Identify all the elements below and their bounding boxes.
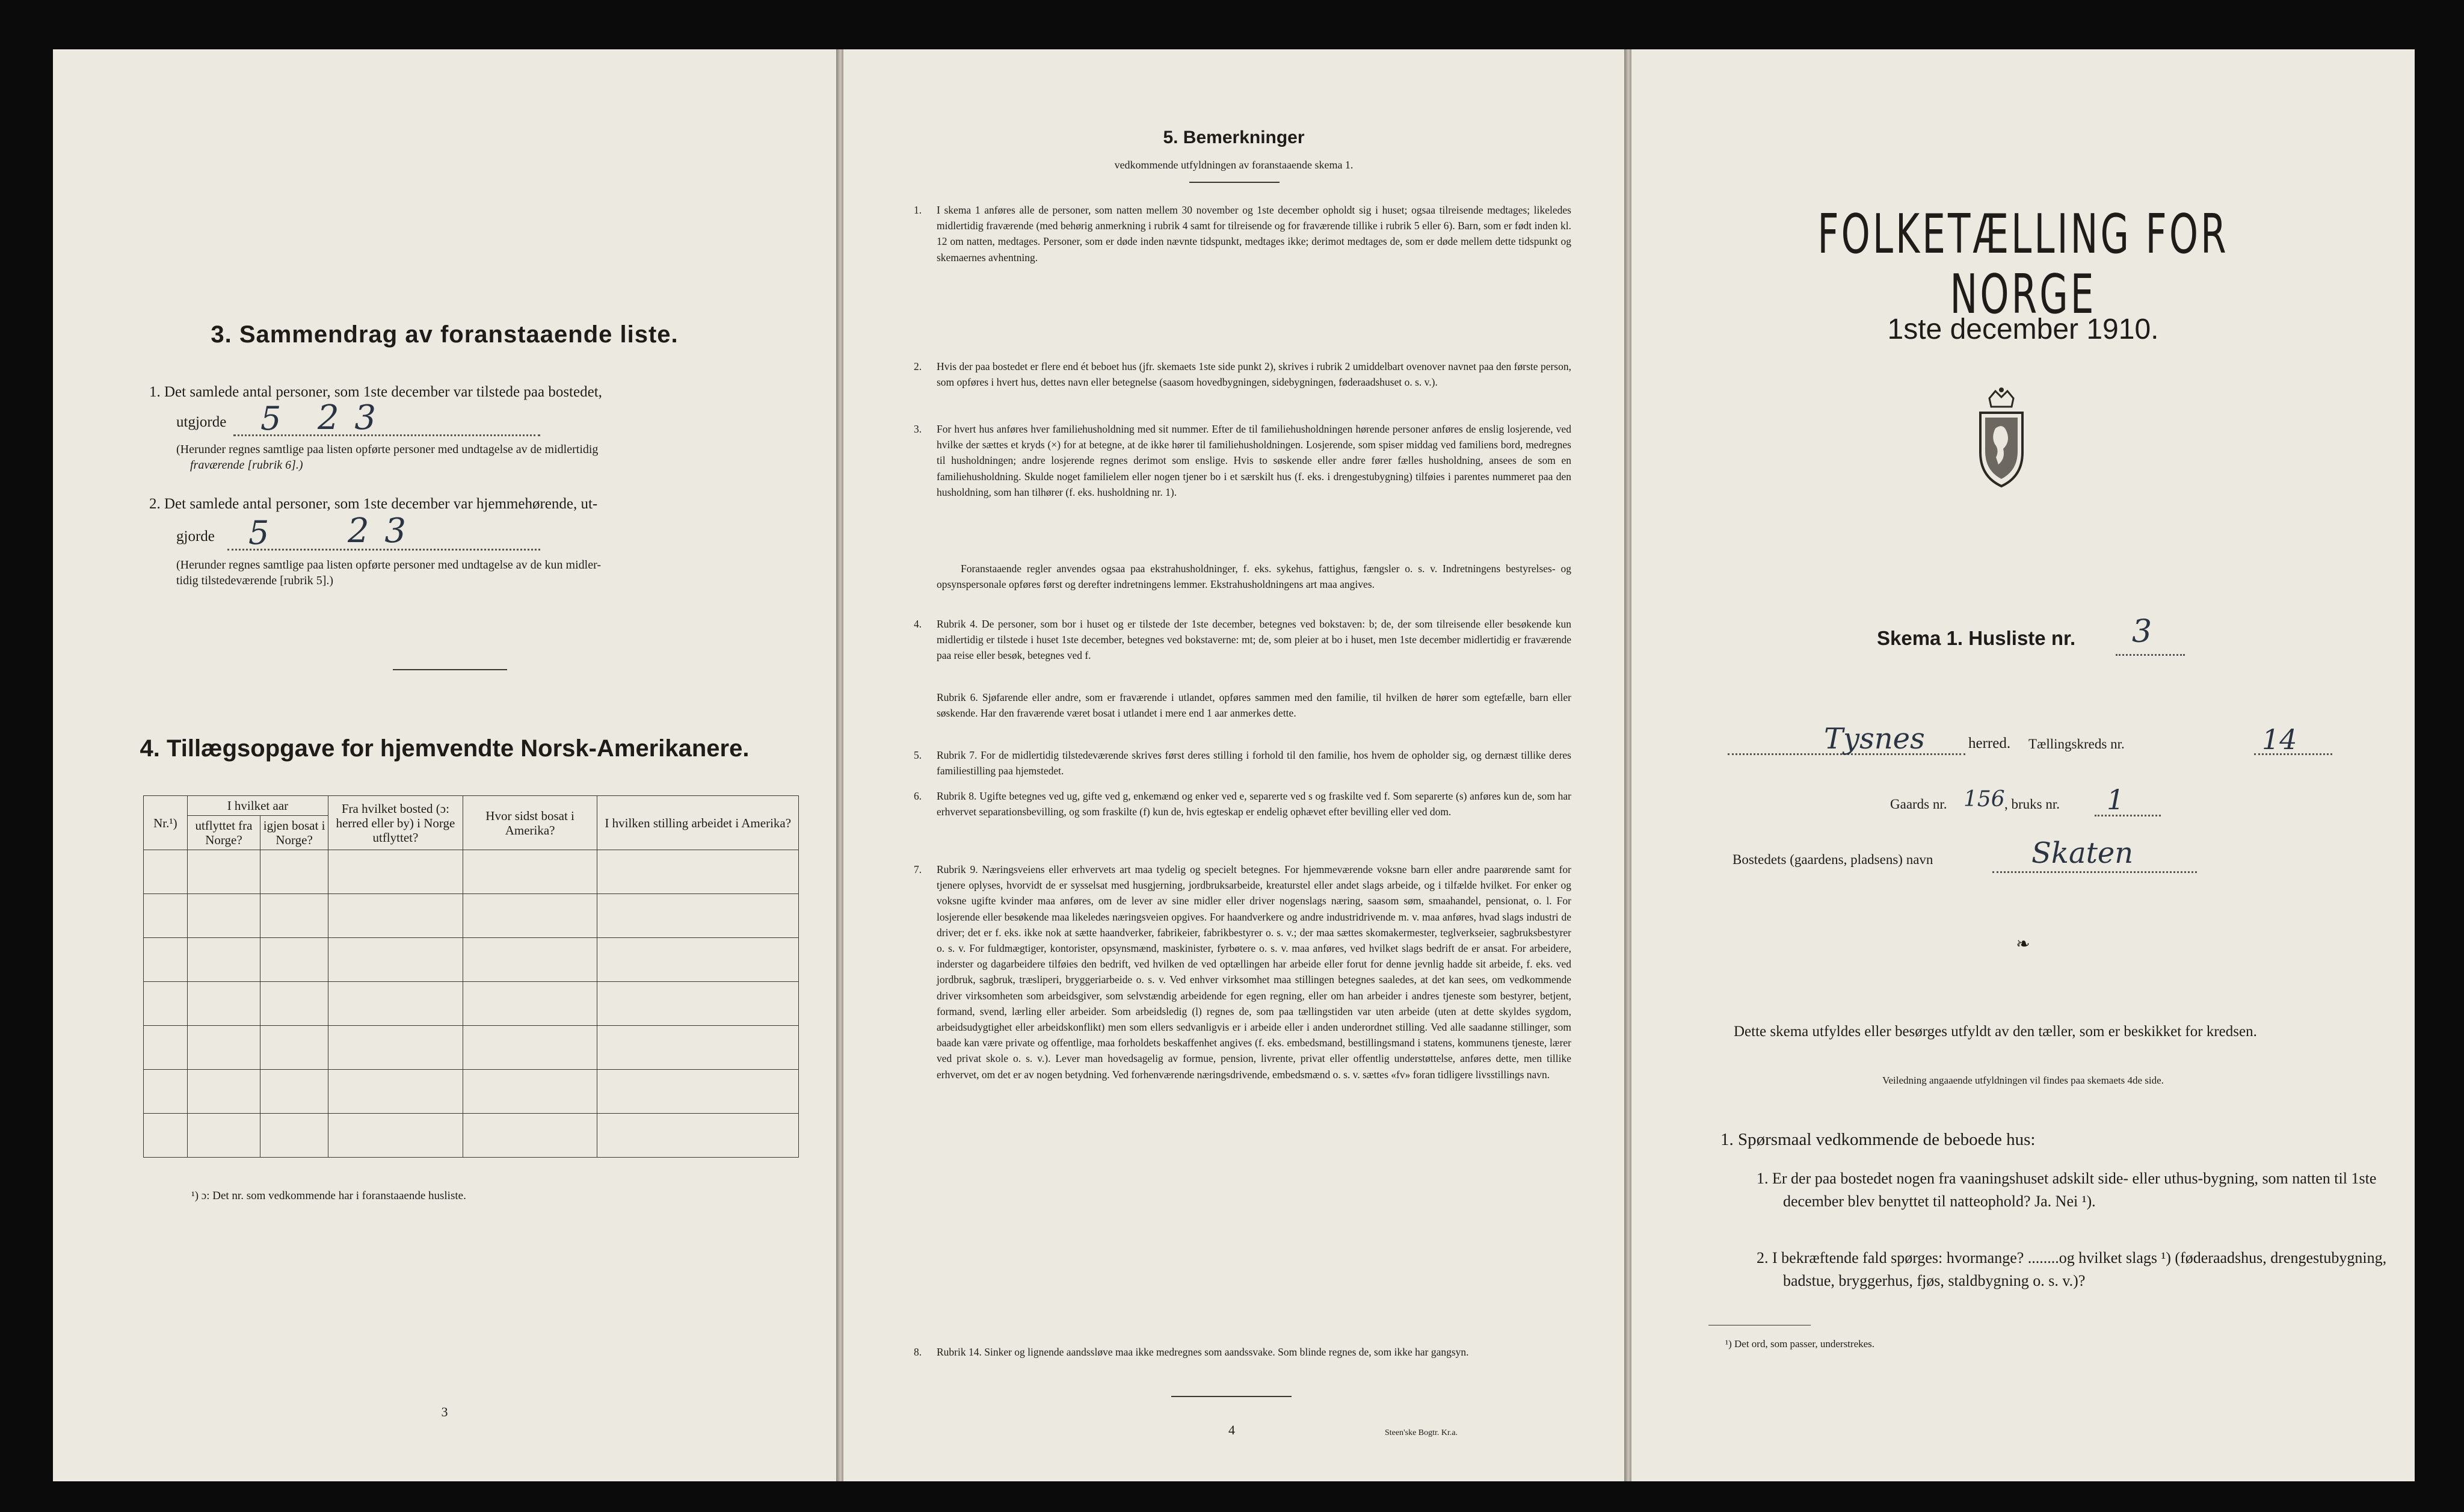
kreds-dotted (2254, 753, 2332, 755)
col-bosat-header: igjen bosat i Norge? (260, 816, 328, 850)
col-amerika-header: Hvor sidst bosat i Amerika? (463, 796, 597, 850)
remark-3: 3. For hvert hus anføres hver familiehusholdning med sit nummer. Efter de til familiehusholdningen hørende personer anføres de enslig losjerende, ved hvilke der sættes et kryds (×) for at betegne, at de ikke hører til familiehusholdningen. Losjerende, som spiser middag ved familiens bord, medregnes til husholdningen; andre losjerende regnes derimot som enslige. Hvis to søskende eller andre fører fælles husholdning, ansees de som en familiehusholdning. Skulde noget familielem eller nogen tjener bo i et særskilt hus (f. eks. i drengestubygning) tilføies i parentes nummeret paa den husholdning, som han tilhører (f. eks. husholdning nr. 1). (914, 423, 1571, 498)
remark-7: 7. Rubrik 9. Næringsveiens eller erhvervets art maa tydelig og specielt betegnes. For hjemmeværende voksne barn eller andre paarørende samt for tjenere oplyses, hvorvidt de er sysselsat med husgjerning, jordbruksarbeide, kreaturstel eller andet slags arbeide, og i tilfælde hvilket. For enker og voksne ugifte kvinder maa anføres, om de lever av sine midler eller driver nogenslags næring, saasom søm, smaahandel, pensionat, o. l. For losjerende eller besøkende maa likeledes næringsveien opgives. For haandverkere og andre industridrivende m. v. maa anføres, hvad slags industri de driver; det er f. eks. ikke nok at sætte haandverker, fabrikeier, fabrikbestyrer o. s. v.; der maa sættes skomakermester, teglverkseier, sagbruksbestyrer o. s. v. For fuldmægtiger, kontorister, opsynsmænd, maskinister, fyrbøtere o. s. v. maa anføres, ved hvilket slags bedrift de er ansat. For arbeidere, inderster og dagarbeidere tilføies den bedrift, ved hvilken de ved optællingen har arbeide eller forut for denne jevnlig hadde sit arbeide, f. eks. ved jordbruk, sagbruk, træsliperi, bryggeriarbeide o. s. v. Ved enhver virksomhet maa stillingen betegnes saaledes, at det kan sees, om vedkommende driver virksomheten som arbeidsgiver, som selvstændig arbeidende for egen regning, eller om han arbeider i andres tjeneste som bestyrer, betjent, formand, svend, lærling eller arbeider. Som arbeidsledig (l) regnes de, som paa tællingstiden var uten arbeide (uten at dette skyldes sygdom, arbeidsudygtighet eller arbeidskonflikt) men som ellers sedvanligvis er i arbeide eller i anden underordnet stilling. Ved alle saadanne stillinger, som baade kan være private og offentlige, maa forholdets beskaffenhet angives (f. eks. embedsmand, bestillingsmand i statens, kommunens tjeneste, lærer ved privat skole o. s. v.). Lever man hovedsagelig av formue, pension, livrente, privat eller offentlig understøttelse, anføres dette, men tillike erhvervet, om det er av nogen betydning. Ved forhenværende næringsdrivende, embedsmænd o. s. v. sættes «fv» foran tidligere livsstillings navn. (914, 863, 1571, 1081)
col-aar-header: I hvilket aar (187, 796, 328, 816)
table-footnote: ¹) ɔ: Det nr. som vedkommende har i foranstaaende husliste. (191, 1190, 466, 1202)
item2-dotted-line (227, 549, 540, 551)
husliste-nr: 3 (2132, 614, 2152, 650)
remark-4-rubrik6: Rubrik 6. Sjøfarende eller andre, som er fraværende i utlandet, opføres sammen med den familie, til hvilken de hører som egtefælle, barn eller søskende. Har den fraværende været bosat i utlandet i mere end 1 aar anmerkes dette. (937, 691, 1571, 720)
question-title: 1. Spørsmaal vedkommende de beboede hus: (1720, 1130, 2036, 1149)
col-utflyttet-header: utflyttet fra Norge? (187, 816, 260, 850)
norsk-amerikaner-table (143, 795, 799, 1158)
item1-text: 1. Det samlede antal personer, som 1ste december var tilstede paa bostedet, (149, 384, 602, 400)
item2-prefix: gjorde (176, 528, 215, 545)
item1-prefix: utgjorde (176, 414, 227, 430)
gaards-label: Gaards nr. (1890, 797, 1947, 812)
remark-3-continued: Foranstaaende regler anvendes ogsaa paa ekstrahusholdninger, f. eks. sykehus, fattighus, fængsler o. s. v. Indretningens bestyrelses- og opsynspersonale opføres først og derefter indretningens lemmer. Ekstrahusholdningens art maa angives. (937, 563, 1571, 591)
bruks-value: 1 (2107, 783, 2125, 816)
left-page (53, 49, 836, 1481)
remarks-title: 5. Bemerkninger (1163, 128, 1305, 147)
bruks-label: , bruks nr. (2004, 797, 2060, 812)
ornament: ❧ (2016, 935, 2030, 954)
census-date: 1ste december 1910. (1887, 313, 2159, 345)
coat-of-arms (1968, 386, 2034, 489)
divider (1189, 182, 1280, 183)
item2-hand-detail: 2 3 (348, 511, 409, 551)
item1-note-line1: (Herunder regnes samtlige paa listen opførte personer med undtagelse av de midlertidig (176, 443, 599, 456)
right-footnote: ¹) Det ord, som passer, understrekes. (1725, 1338, 1875, 1350)
item2-text: 2. Det samlede antal personer, som 1ste december var hjemmehørende, ut- (149, 496, 598, 512)
divider (1171, 1396, 1292, 1397)
remark-2: 2. Hvis der paa bostedet er flere end ét beboet hus (jfr. skemaets 1ste side punkt 2), skrives i rubrik 2 umiddelbart ovenover navnet paa den første person, som opføres i hvert hus, dettes navn eller betegnelse (saasom hovedbygningen, sidebygningen, føderaadshuset o. s. v.). (914, 360, 1571, 389)
norwegian-lion-icon (1968, 386, 2034, 489)
section4-title: 4. Tillægsopgave for hjemvendte Norsk-Amerikanere. (140, 735, 750, 762)
col-nr-header: Nr.¹) (144, 796, 188, 850)
bosted-dotted (1992, 871, 2197, 873)
question-2: 2. I bekræftende fald spørges: hvormange? ........og hvilket slags ¹) (føderaadshus, drengestubygning, badstue, bryggerhus, fjøs, staldbygning o. s. v.)? (1757, 1249, 2387, 1289)
remark-6: 6. Rubrik 8. Ugifte betegnes ved ug, gifte ved g, enkemænd og enker ved e, separerte ved s og fraskilte ved f. Som separerte (s) anføres kun de, som har erhvervet separationsbevilling, og som fraskilte (f) kun de, hvis egteskap er endelig ophævet efter bevilling eller ved dom. (914, 790, 1571, 818)
bosted-value: Skaten (2031, 836, 2134, 870)
bruks-dotted (2095, 815, 2161, 816)
section3-title: 3. Sammendrag av foranstaaende liste. (211, 321, 679, 348)
item1-dotted-line (233, 434, 540, 436)
herred-value: Tysnes (1824, 722, 1925, 756)
table-row (144, 938, 799, 982)
col-bosted-header: Fra hvilket bosted (ɔ: herred eller by) i Norge utflyttet? (328, 796, 463, 850)
kreds-value: 14 (2262, 723, 2297, 756)
divider (393, 669, 507, 670)
item1-hand-detail: 2 3 (318, 398, 379, 437)
right-page (1631, 49, 2415, 1481)
remark-4: 4. Rubrik 4. De personer, som bor i huset og er tilstede der 1ste december, betegnes ved bokstaven: b; de, der som tilreisende eller besøkende kun midlertidig er tilstede i huset 1ste december, betegnes ved bokstaverne: mt; de, som pleier at bo i huset, men 1ste december midlertidig er fraværende paa reise eller besøk, betegnes ved f. (914, 618, 1571, 662)
printer-mark: Steen'ske Bogtr. Kr.a. (1385, 1428, 1458, 1437)
table-row (144, 1026, 799, 1070)
table-row (144, 1114, 799, 1158)
instruction-note: Veiledning angaaende utfyldningen vil findes paa skemaets 4de side. (1882, 1075, 2164, 1086)
remark-1: 1. I skema 1 anføres alle de personer, som natten mellem 30 november og 1ste december opholdt sig i huset; ogsaa tilreisende medtages; likeledes midlertidig fraværende (med behørig anmerkning i rubrik 4 samt for tilreisende og for fraværende tillike i rubrik 5 eller 6). Barn, som er født inden kl. 12 om natten, medtages. Personer, som er døde inden nævnte tidspunkt, medtages ikke; derimot medtages de, som er døde mellem dette tidspunkt og skemaernes avhentning. (914, 204, 1571, 264)
instruction-text: Dette skema utfyldes eller besørges utfyldt av den tæller, som er beskikket for kredsen. (1734, 1023, 2257, 1040)
gaards-value: 156 (1964, 787, 2005, 812)
item2-hand-total: 5 (248, 514, 270, 552)
remark-8: 8. Rubrik 14. Sinker og lignende aandssløve maa ikke medregnes som aandssvake. Som blinde regnes de, som ikke har gangsyn. (914, 1346, 1469, 1358)
herred-label: herred. (1968, 735, 2011, 751)
remarks-subtitle: vedkommende utfyldningen av foranstaaende skema 1. (1114, 159, 1354, 171)
table-row (144, 1070, 799, 1114)
page-number: 3 (441, 1404, 448, 1419)
remark-5: 5. Rubrik 7. For de midlertidig tilstedeværende skrives først deres stilling i forhold til den familie, hos hvem de opholder sig, og dernæst tillike deres familiestilling paa hjemstedet. (914, 749, 1571, 777)
col-stilling-header: I hvilken stilling arbeidet i Amerika? (597, 796, 799, 850)
item1-note-line2: fraværende [rubrik 6].) (190, 458, 303, 472)
item2-note-line1: (Herunder regnes samtlige paa listen opførte personer med undtagelse av de kun midler- (176, 558, 602, 572)
item2-note-line2: tidig tilstedeværende [rubrik 5].) (176, 574, 334, 587)
census-title: FOLKETÆLLING FOR NORGE (1817, 203, 2229, 326)
table-row (144, 850, 799, 894)
bosted-label: Bostedets (gaardens, pladsens) navn (1732, 852, 1933, 867)
middle-page (843, 49, 1624, 1481)
page-number: 4 (1228, 1422, 1235, 1437)
item1-hand-total: 5 (260, 400, 282, 437)
table-row (144, 982, 799, 1026)
schema-label: Skema 1. Husliste nr. (1877, 627, 2076, 649)
table-row (144, 894, 799, 938)
question-1: 1. Er der paa bostedet nogen fra vaaningshuset adskilt side- eller uthus-bygning, som natten til 1ste december blev benyttet til natteophold? Ja. Nei ¹). (1757, 1170, 2377, 1210)
kreds-label: Tællingskreds nr. (2028, 736, 2125, 751)
husliste-dotted (2116, 654, 2185, 656)
